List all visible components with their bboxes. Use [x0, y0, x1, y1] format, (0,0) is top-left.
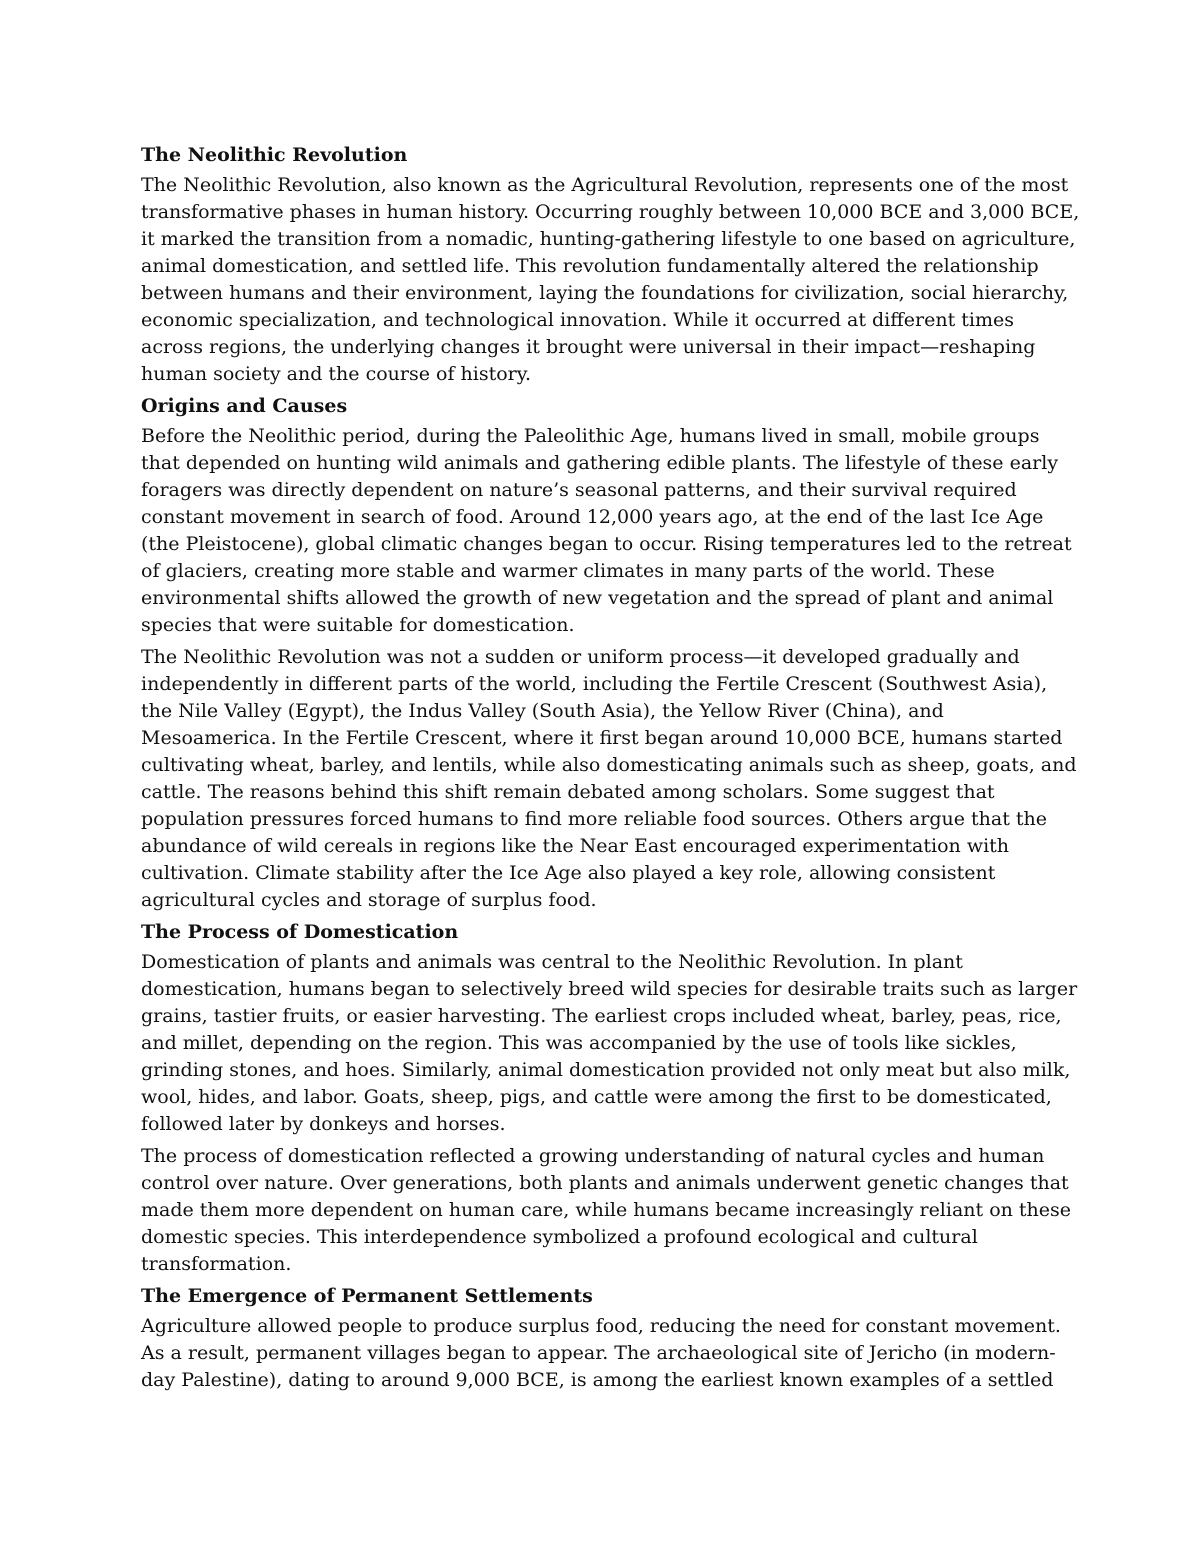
- section-heading: The Emergence of Permanent Settlements: [141, 1285, 593, 1307]
- body-paragraph: The process of domestication reflected a growing understanding of natural cycles and human control over nature. Over generations, both plants and animals underwent genetic changes that made them more dependent on human care, while humans became increasingly reliant on these domestic species. This interdependence symbolized a profound ecological and cultural transformation.: [141, 1145, 1072, 1275]
- body-paragraph: The Neolithic Revolution was not a sudden or uniform process—it developed gradually and independently in different parts of the world, including the Fertile Crescent (Southwest Asia), the Nile Valley (Egypt), the Indus Valley (South Asia), the Yellow River (China), and Mesoamerica. In the Fertile Crescent, where it first began around 10,000 BCE, humans started cultivating wheat, barley, and lentils, while also domesticating animals such as sheep, goats, and cattle. The reasons behind this shift remain debated among scholars. Some suggest that population pressures forced humans to find more reliable food sources. Others argue that the abundance of wild cereals in regions like the Near East encouraged experimentation with cultivation. Climate stability after the Ice Age also played a key role, allowing consistent agricultural cycles and storage of surplus food.: [141, 646, 1077, 911]
- section-heading: The Neolithic Revolution: [141, 144, 408, 166]
- body-paragraph: Domestication of plants and animals was central to the Neolithic Revolution. In plant domestication, humans began to selectively breed wild species for desirable traits such as larger grains, tastier fruits, or easier harvesting. The earliest crops included wheat, barley, peas, rice, and millet, depending on the region. This was accompanied by the use of tools like sickles, grinding stones, and hoes. Similarly, animal domestication provided not only meat but also milk, wool, hides, and labor. Goats, sheep, pigs, and cattle were among the first to be domesticated, followed later by donkeys and horses.: [141, 951, 1078, 1135]
- body-paragraph: Agriculture allowed people to produce surplus food, reducing the need for constant movement. As a result, permanent villages began to appear. The archaeological site of Jericho (in modern-day Palestine), dating to around 9,000 BCE, is among the earliest known examples of a settled: [141, 1315, 1061, 1391]
- section-heading: Origins and Causes: [141, 395, 348, 417]
- document-page: [141, 142, 1081, 1399]
- body-paragraph: Before the Neolithic period, during the Paleolithic Age, humans lived in small, mobile groups that depended on hunting wild animals and gathering edible plants. The lifestyle of these early foragers was directly dependent on nature’s seasonal patterns, and their survival required constant movement in search of food. Around 12,000 years ago, at the end of the last Ice Age (the Pleistocene), global climatic changes began to occur. Rising temperatures led to the retreat of glaciers, creating more stable and warmer climates in many parts of the world. These environmental shifts allowed the growth of new vegetation and the spread of plant and animal species that were suitable for domestication.: [141, 425, 1072, 636]
- body-paragraph: The Neolithic Revolution, also known as the Agricultural Revolution, represents one of the most transformative phases in human history. Occurring roughly between 10,000 BCE and 3,000 BCE, it marked the transition from a nomadic, hunting-gathering lifestyle to one based on agriculture, animal domestication, and settled life. This revolution fundamentally altered the relationship between humans and their environment, laying the foundations for civilization, social hierarchy, economic specialization, and technological innovation. While it occurred at different times across regions, the underlying changes it brought were universal in their impact—reshaping human society and the course of history.: [141, 174, 1080, 385]
- section-heading: The Process of Domestication: [141, 921, 459, 943]
